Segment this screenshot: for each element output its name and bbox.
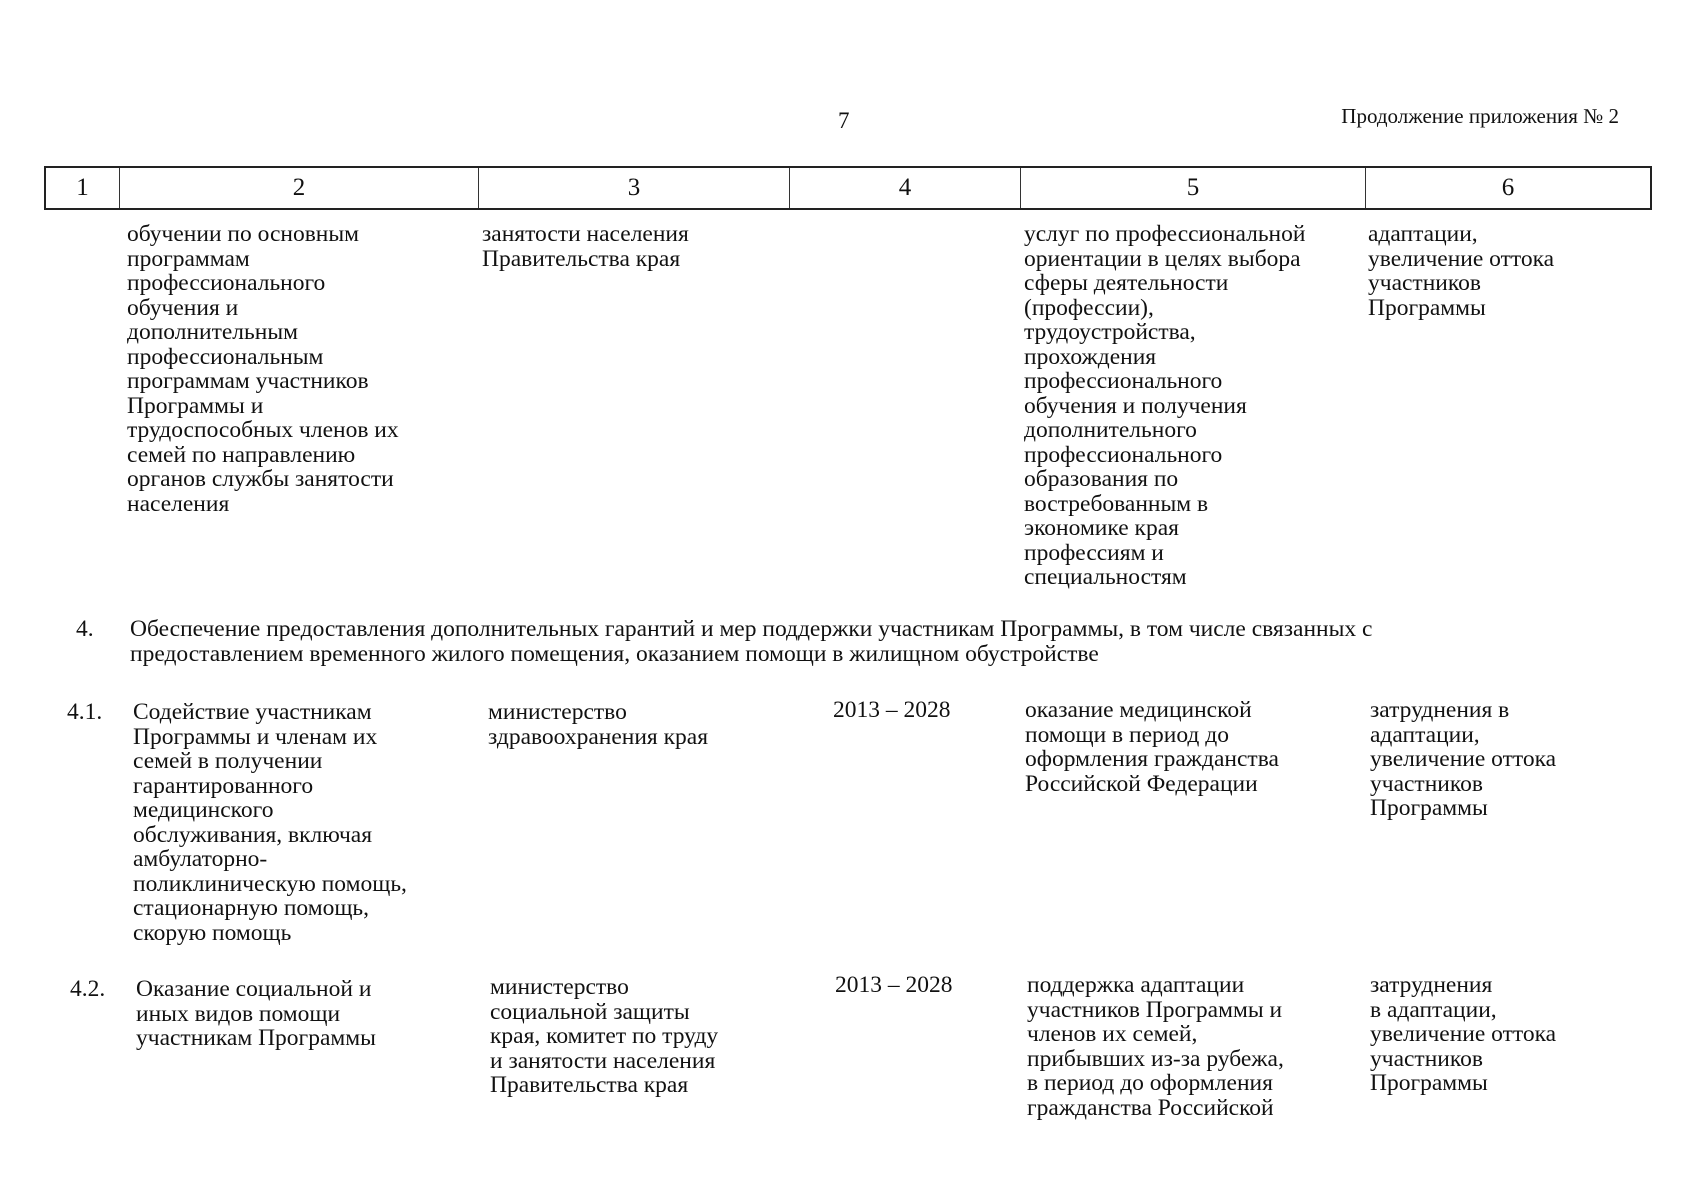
- header-col-2: 2: [119, 168, 478, 208]
- section-title: Обеспечение предоставления дополнительных гарантий и мер поддержки участникам Программы, в том числе связанных с предоставлением временного жилого помещения, оказанием помощи в жилищном обустройстве: [130, 616, 1373, 667]
- table-header-row: [44, 166, 1652, 210]
- row-executor: министерство здравоохранения края: [488, 699, 709, 750]
- row-executor: министерство социальной защиты края, комитет по труду и занятости населения Правительства края: [490, 974, 719, 1098]
- header-col-3: 3: [478, 168, 789, 208]
- continuation-label: Продолжение приложения № 2: [1341, 104, 1619, 128]
- section-number: 4.: [76, 616, 94, 642]
- header-col-6: 6: [1365, 168, 1650, 208]
- row-number: 4.1.: [67, 699, 103, 725]
- row-result: оказание медицинской помощи в период до оформления гражданства Российской Федерации: [1025, 697, 1279, 797]
- page-number: 7: [838, 108, 850, 133]
- row-measure: Оказание социальной и иных видов помощи участникам Программы: [136, 976, 376, 1051]
- continued-result-text: услуг по профессиональной ориентации в целях выбора сферы деятельности (профессии), трудоустройства, прохождения профессионального обучения и получения дополнительного профессионального образования по востребованным в экономике края профессиям и специальностям: [1024, 221, 1306, 590]
- continued-executor-text: занятости населения Правительства края: [482, 221, 689, 272]
- row-number: 4.2.: [70, 976, 106, 1002]
- header-col-5: 5: [1020, 168, 1365, 208]
- header-col-1: 1: [76, 174, 89, 201]
- row-risk: затруднения в адаптации, увеличение оттока участников Программы: [1370, 972, 1557, 1096]
- row-result: поддержка адаптации участников Программы и членов их семей, прибывших из-за рубежа, в период до оформления гражданства Российской: [1027, 972, 1284, 1121]
- row-risk: затруднения в адаптации, увеличение оттока участников Программы: [1370, 697, 1557, 821]
- row-measure: Содействие участникам Программы и членам их семей в получении гарантированного медицинского обслуживания, включая амбулаторно- поликлиническую помощь, стационарную помощь, скорую помощь: [133, 699, 407, 946]
- header-col-4: 4: [789, 168, 1020, 208]
- continued-measure-text: обучении по основным программам профессионального обучения и дополнительным профессиональным программам участников Программы и трудоспособных членов их семей по направлению органов службы занятости населения: [127, 221, 399, 517]
- row-period: 2013 – 2028: [833, 697, 951, 723]
- continued-risk-text: адаптации, увеличение оттока участников Программы: [1368, 221, 1555, 321]
- row-period: 2013 – 2028: [835, 972, 953, 998]
